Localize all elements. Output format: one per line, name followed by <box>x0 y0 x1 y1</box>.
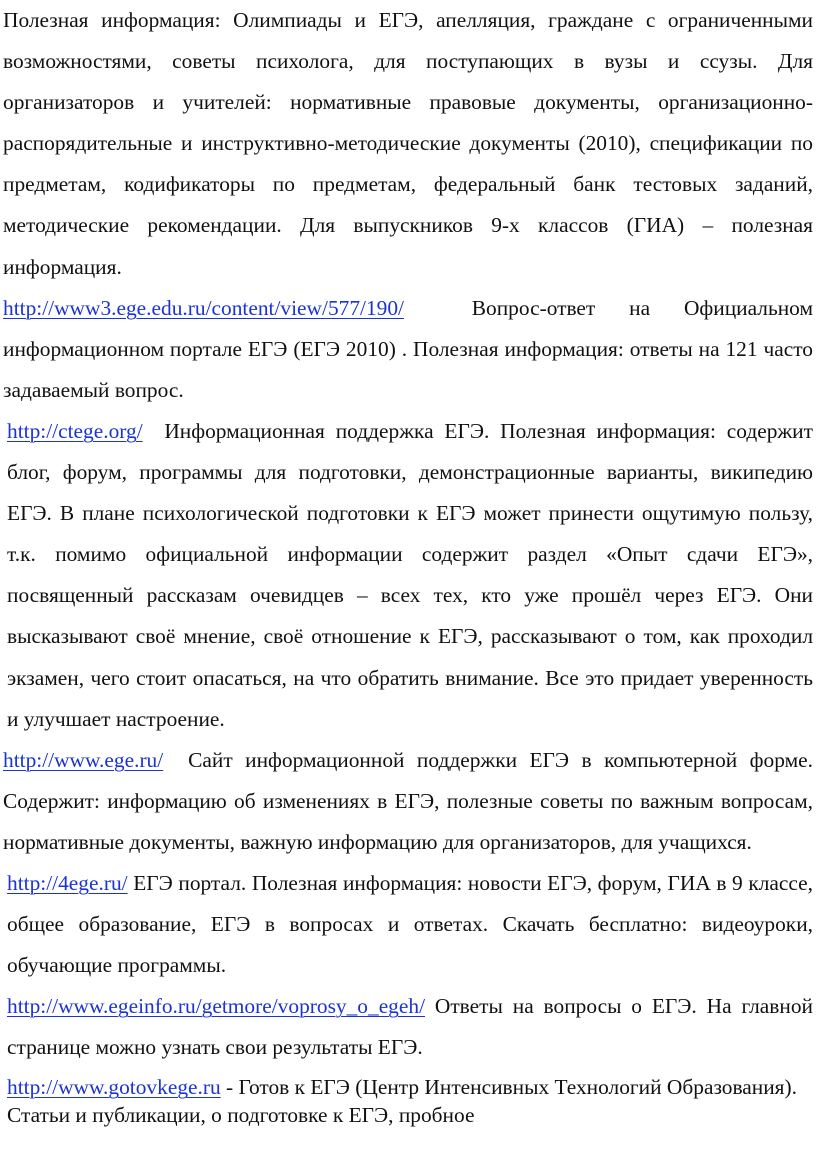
paragraph-useful-info <box>3 0 813 288</box>
paragraph-ege-edu <box>3 288 813 411</box>
link-ctege[interactable]: http://ctege.org/ <box>7 418 143 443</box>
paragraph-ege-ru <box>3 740 813 863</box>
link-ege-edu[interactable]: http://www3.ege.edu.ru/content/view/577/190/ <box>3 295 405 320</box>
paragraph-text: Информационная поддержка ЕГЭ. Полезная информация: содержит блог, форум, программы для подготовки, демонстрационные варианты, википедию ЕГЭ. В плане психологической подготовки к ЕГЭ может принести ощутимую пользу, т.к. помимо официальной информации содержит раздел «Опыт сдачи ЕГЭ», посвященный рассказам очевидцев – всех тех, кто уже прошёл через ЕГЭ. Они высказывают своё мнение, своё отношение к ЕГЭ, рассказывают о том, как проходил экзамен, чего стоит опасаться, на что обратить внимание. Все это придает уверенность и улучшает настроение. <box>7 418 813 731</box>
paragraph-text: Полезная информация: Олимпиады и ЕГЭ, апелляция, граждане с ограниченными возможностями, советы психолога, для поступающих в вузы и ссузы. Для организаторов и учителей: нормативные правовые документы, организационно-распорядительные и инструктивно-методические документы (2010), спецификации по предметам, кодификаторы по предметам, федеральный банк тестовых заданий, методические рекомендации. Для выпускников 9-х классов (ГИА) – полезная информация. <box>3 8 813 279</box>
link-egeinfo[interactable]: http://www.egeinfo.ru/getmore/voprosy_o_egeh/ <box>7 994 426 1019</box>
paragraph-egeinfo <box>3 986 813 1068</box>
paragraph-ctege <box>3 411 813 740</box>
link-4ege[interactable]: http://4ege.ru/ <box>7 870 128 895</box>
paragraph-text: Ответы на вопросы о ЕГЭ. На главной странице можно узнать свои результаты ЕГЭ. <box>7 994 813 1060</box>
paragraph-gotovkege <box>3 1068 813 1129</box>
document-page <box>3 0 813 1129</box>
link-gotovkege[interactable]: http://www.gotovkege.ru <box>7 1075 221 1100</box>
paragraph-text: Сайт информационной поддержки ЕГЭ в компьютерной форме. Содержит: информацию об изменениях в ЕГЭ, полезные советы по важным вопросам, нормативные документы, важную информацию для организаторов, для учащихся. <box>3 747 813 854</box>
paragraph-4ege <box>3 863 813 986</box>
link-ege-ru[interactable]: http://www.ege.ru/ <box>3 747 164 772</box>
paragraph-text: ЕГЭ портал. Полезная информация: новости ЕГЭ, форум, ГИА в 9 классе, общее образование, ЕГЭ в вопросах и ответах. Скачать бесплатно: видеоуроки, обучающие программы. <box>7 870 813 978</box>
paragraph-text: Вопрос-ответ на Официальном информационном портале ЕГЭ (ЕГЭ 2010) . Полезная информация: ответы на 121 часто задаваемый вопрос. <box>3 295 813 402</box>
paragraph-text: - Готов к ЕГЭ (Центр Интенсивных Технологий Образования). Статьи и публикации, о подготовке к ЕГЭ, пробное <box>7 1075 797 1128</box>
